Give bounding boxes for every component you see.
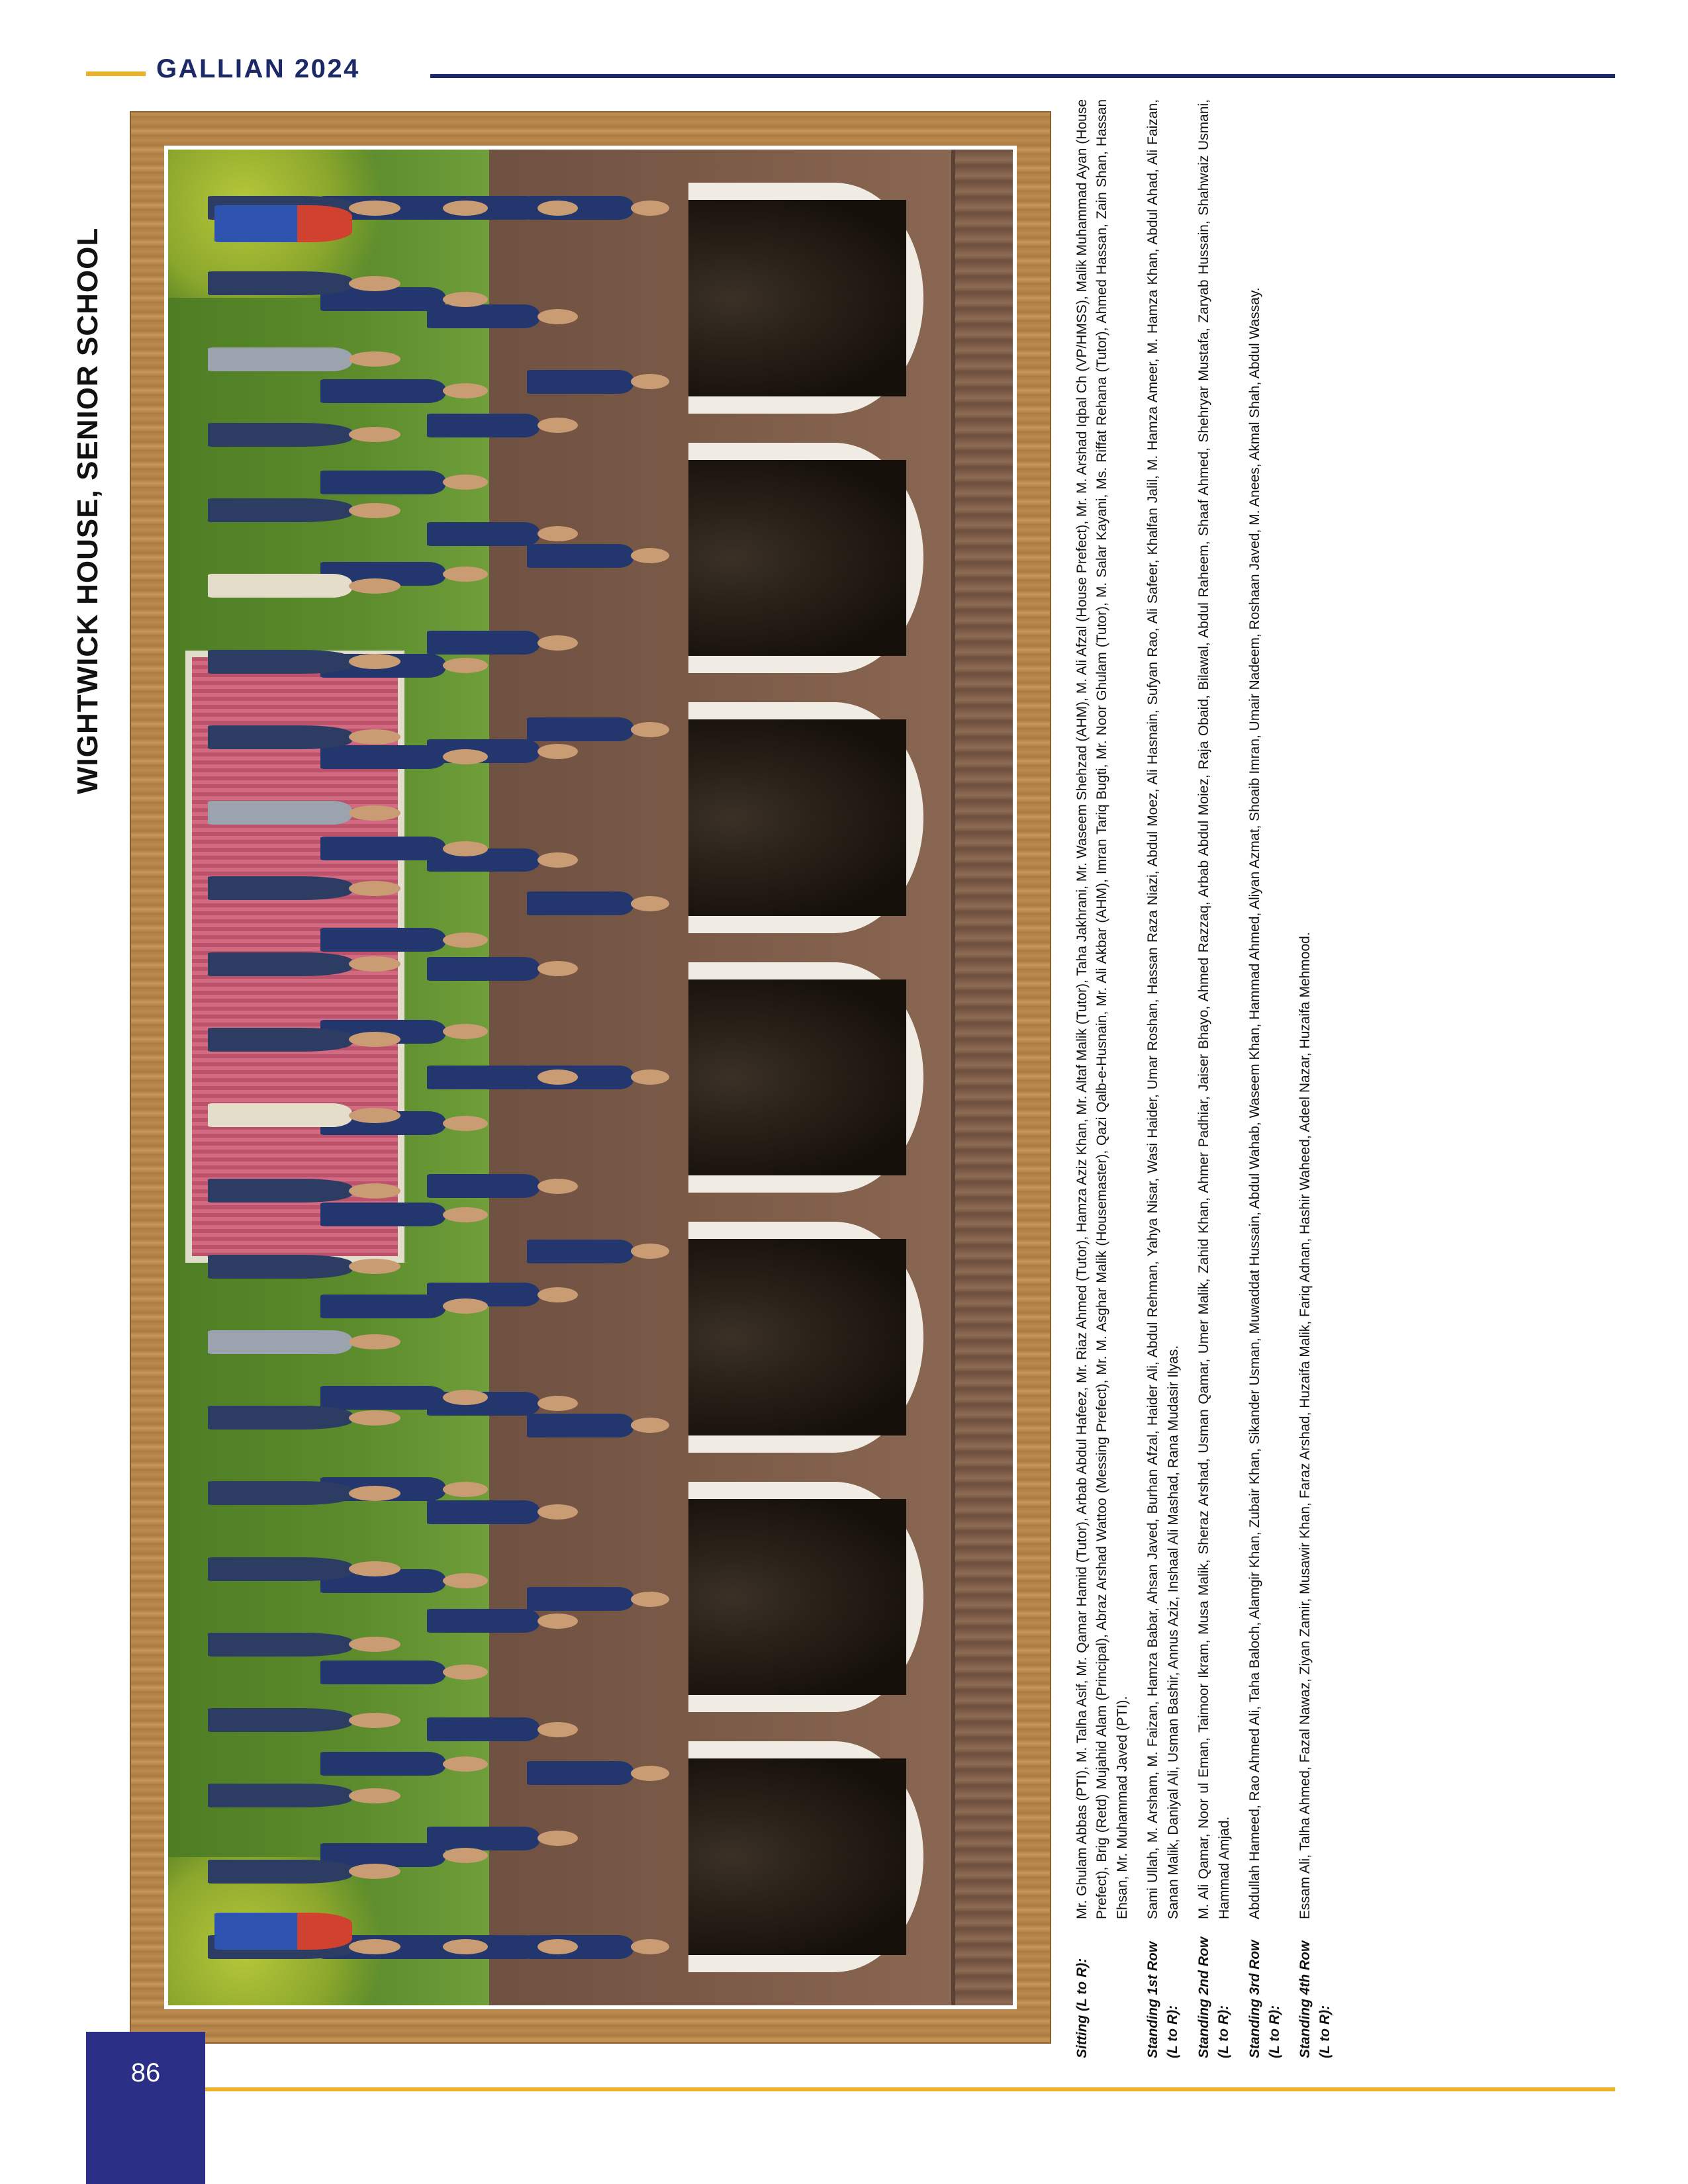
people-rows	[202, 150, 827, 2005]
group-photograph	[168, 150, 1013, 2005]
caption-label: Standing 3rd Row (L to R):	[1247, 1940, 1282, 2058]
photo-frame	[130, 111, 1051, 2044]
flag-bearer-left	[214, 205, 352, 242]
sitting-row	[208, 196, 352, 1959]
caption-text: Essam Ali, Talha Ahmed, Fazal Nawaz, Ziyan Zamir, Musawir Khan, Faraz Arshad, Huzaifa Malik, Fariq Adnan, Hashir Waheed, Adeel Nazar, Huzaifa Mehmood.	[1297, 932, 1313, 1919]
page-title: WIGHTWICK HOUSE, SENIOR SCHOOL	[71, 227, 104, 794]
roof	[951, 150, 1013, 2005]
caption-label: Standing 2nd Row (L to R):	[1196, 1936, 1231, 2058]
caption-label: Sitting (L to R):	[1074, 1958, 1090, 2058]
caption-area	[1072, 99, 1562, 2058]
page-number-badge	[86, 2032, 205, 2184]
photo-mat	[164, 146, 1017, 2009]
magazine-title: GALLIAN 2024	[156, 54, 360, 83]
caption-list	[1072, 99, 1335, 2058]
caption-row	[1143, 99, 1184, 2058]
page-number: 86	[130, 2058, 161, 2087]
caption-row	[1295, 99, 1335, 2058]
footer-gold-rule	[199, 2087, 1615, 2091]
photo-scene	[168, 150, 1013, 2005]
caption-text: Sami Ullah, M. Arsham, M. Faizan, Hamza Babar, Ahsan Javed, Burhan Afzal, Haider Ali, Abdul Rehman, Yahya Nisar, Wasi Haider, Umar Roshan, Hassan Raza Niazi, Abdul Moez, Ali Hasnain, Sufyan Rao, Ali Safeer, Khalfan Jalil, M. Hamza Ameer, M. Hamza Khan, Abdul Ahad, Ali Faizan, Sanan Malik, Daniyal Ali, Usman Bashir, Annus Aziz, Inshaal Ali Mashad, Rana Mudasir Ilyas.	[1145, 99, 1181, 1919]
caption-label: Standing 1st Row (L to R):	[1145, 1941, 1181, 2058]
caption-text: Abdullah Hameed, Rao Ahmed Ali, Taha Baloch, Alamgir Khan, Zubair Khan, Sikander Usman, Muwaddat Hussain, Abdul Wahab, Waseem Khan, Hammad Ahmed, Aliyan Azmat, Shoaib Imran, Umair Nadeem, Roshaan Javed, M. Anees, Akmal Shah, Abdul Wassay.	[1247, 287, 1263, 1919]
caption-row	[1194, 99, 1235, 2058]
caption-label: Standing 4th Row (L to R):	[1297, 1940, 1333, 2058]
caption-row	[1072, 99, 1133, 2058]
caption-text: Mr. Ghulam Abbas (PTI), M. Talha Asif, Mr. Qamar Hamid (Tutor), Arbab Abdul Hafeez, Mr. Riaz Ahmed (Tutor), Hamza Aziz Khan, Mr. Altaf Malik (Tutor), Taha Jakhrani, Mr. Waseem Shehzad (AHM), M. Ali Afzal (House Prefect), Mr. M. Arshad Iqbal Ch (VP/HMSS), Malik Muhammad Ayan (House Prefect), Brig (Retd) Mujahid Alam (Principal), Abraz Arshad Wattoo (Messing Prefect), Mr. M. Asghar Malik (Housemaster), Qazi Qalb-e-Husnain, Mr. Ali Akbar (AHM), Imran Tariq Bugti, Mr. Noor Ghulam (Tutor), M. Salar Kayani, Ms. Riffat Rehana (Tutor), Ahmed Hassan, Zain Shan, Hassan Ehsan, Mr. Muhammad Javed (PTI).	[1074, 99, 1130, 1919]
caption-text: M. Ali Qamar, Noor ul Eman, Taimoor Ikram, Musa Malik, Sheraz Arshad, Usman Qamar, Umer Malik, Zahid Khan, Ahmer Padhiar, Jaiser Bhayo, Ahmed Razzaq, Arbab Abdul Moiez, Raja Obaid, Bilawal, Abdul Raheem, Shaaf Ahmed, Shehryar Mustafa, Zaryab Hussain, Shahwaiz Usmani, Hammad Amjad.	[1196, 99, 1232, 1919]
header-gold-rule	[86, 71, 146, 76]
flag-bearer-right	[214, 1913, 352, 1950]
caption-row	[1245, 99, 1285, 2058]
header-navy-rule	[430, 74, 1615, 78]
